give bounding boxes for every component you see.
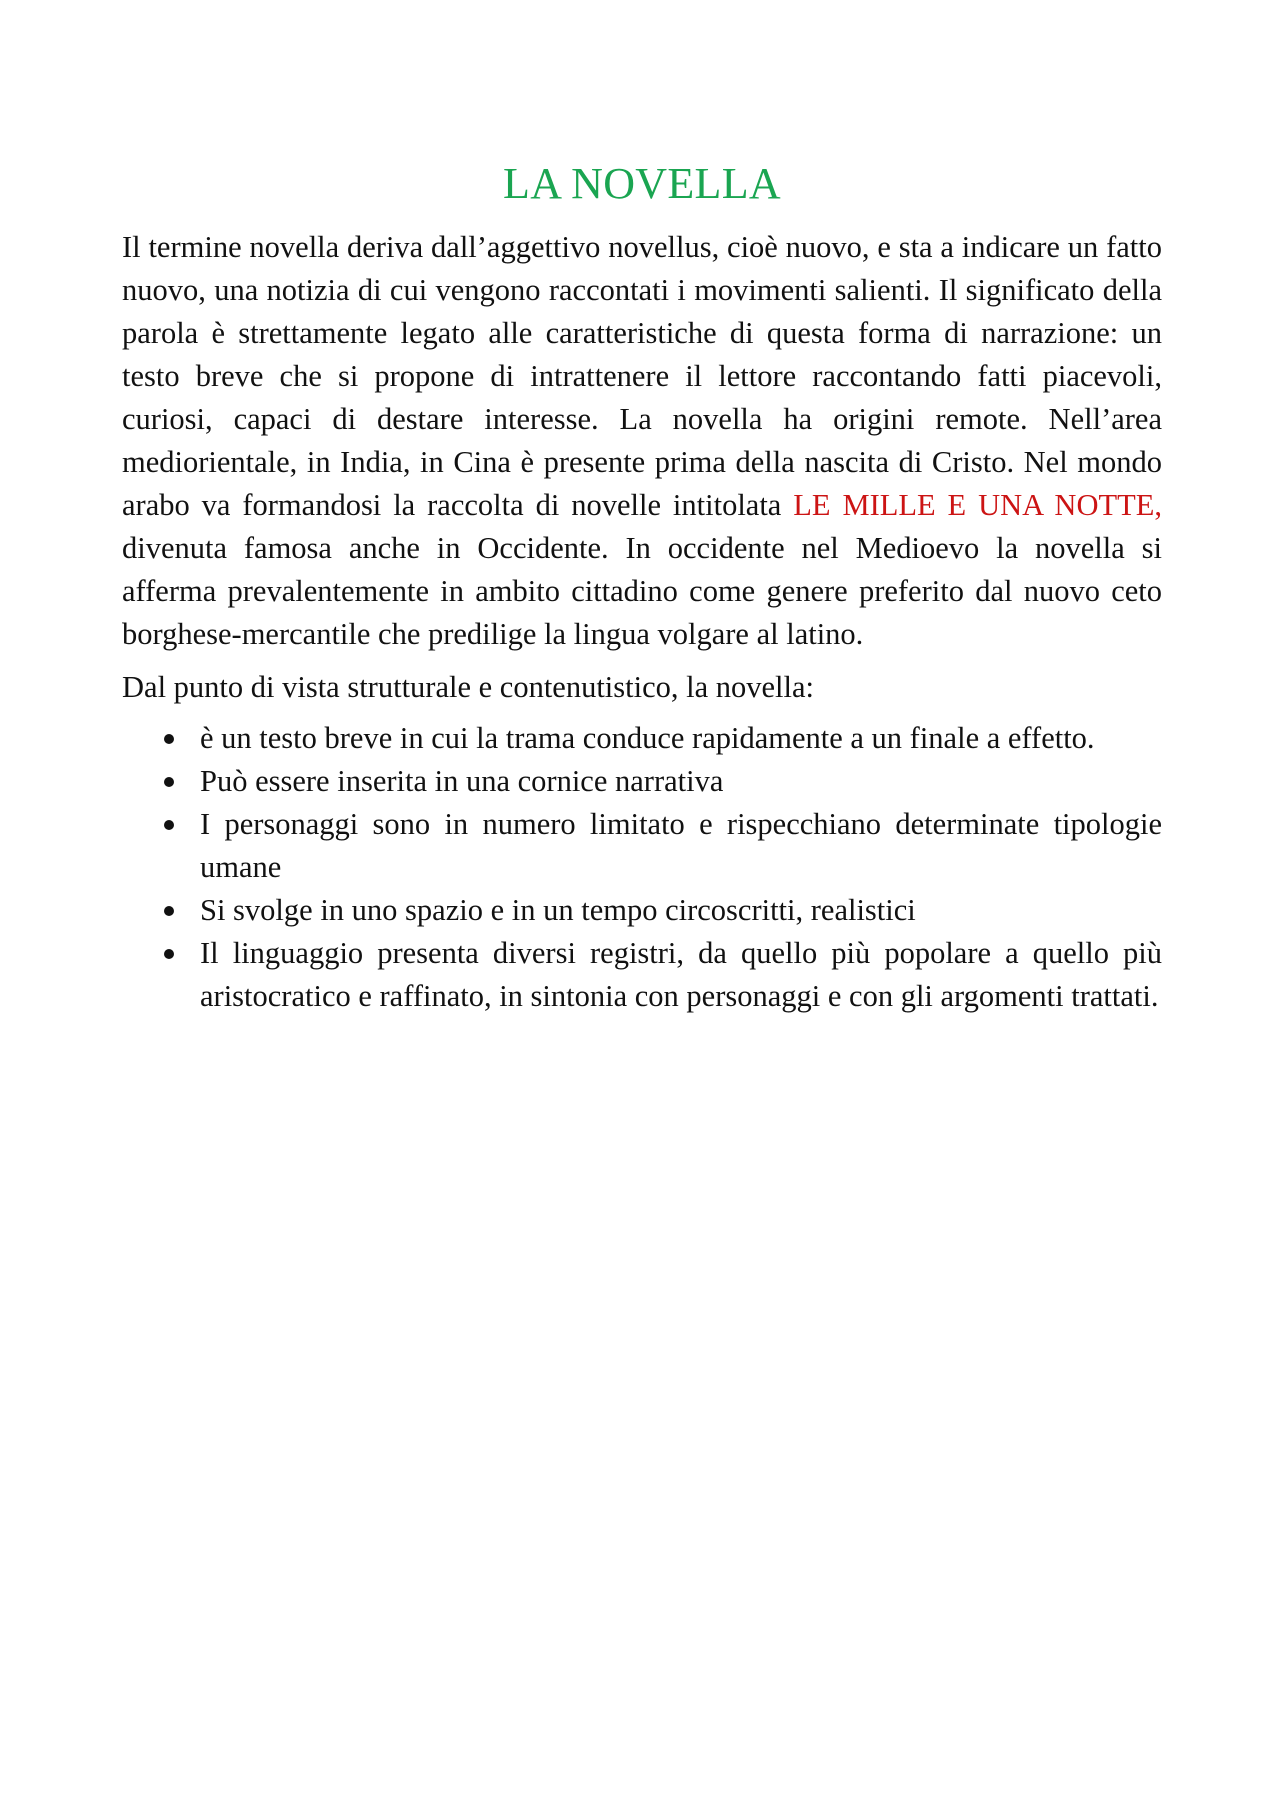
list-item (122, 717, 1162, 760)
intro-paragraph (122, 226, 1162, 656)
list-item (122, 760, 1162, 803)
document-page (122, 150, 1162, 1018)
list-item (122, 803, 1162, 889)
intro-text-before: Il termine novella deriva dall’aggettivo novellus, cioè nuovo, e sta a indicare un fatto nuovo, una notizia di cui vengono raccontati i movimenti salienti. Il significato della parola è strettamente legato alle caratteristiche di questa forma di narrazione: un testo breve che si propone di intrattenere il lettore raccontando fatti piacevoli, curiosi, capaci di destare interesse. La novella ha origini remote. Nell’area mediorientale, in India, in Cina è presente prima della nascita di Cristo. Nel mondo arabo va formandosi la raccolta di novelle intitolata (122, 230, 1162, 522)
highlighted-title: LE MILLE E UNA NOTTE, (793, 488, 1162, 522)
list-item-text: è un testo breve in cui la trama conduce rapidamente a un finale a effetto. (200, 721, 1095, 755)
list-item-text: Il linguaggio presenta diversi registri, da quello più popolare a quello più aristocratico e raffinato, in sintonia con personaggi e con gli argomenti trattati. (200, 936, 1162, 1013)
list-item (122, 889, 1162, 932)
bullet-icon (164, 820, 174, 830)
feature-list (122, 717, 1162, 1018)
page-title: LA NOVELLA (503, 159, 781, 208)
list-item-text: Può essere inserita in una cornice narrativa (200, 764, 724, 798)
bullet-icon (164, 906, 174, 916)
list-item-text: Si svolge in uno spazio e in un tempo circoscritti, realistici (200, 893, 916, 927)
bullet-icon (164, 777, 174, 787)
bullet-icon (164, 949, 174, 959)
list-item (122, 932, 1162, 1018)
intro-text-after: divenuta famosa anche in Occidente. In occidente nel Medioevo la novella si afferma prevalentemente in ambito cittadino come genere preferito dal nuovo ceto borghese-mercantile che predilige la lingua volgare al latino. (122, 531, 1162, 651)
list-item-text: I personaggi sono in numero limitato e rispecchiano determinate tipologie umane (200, 807, 1162, 884)
bullet-icon (164, 734, 174, 744)
structure-intro: Dal punto di vista strutturale e contenutistico, la novella: (122, 670, 815, 704)
